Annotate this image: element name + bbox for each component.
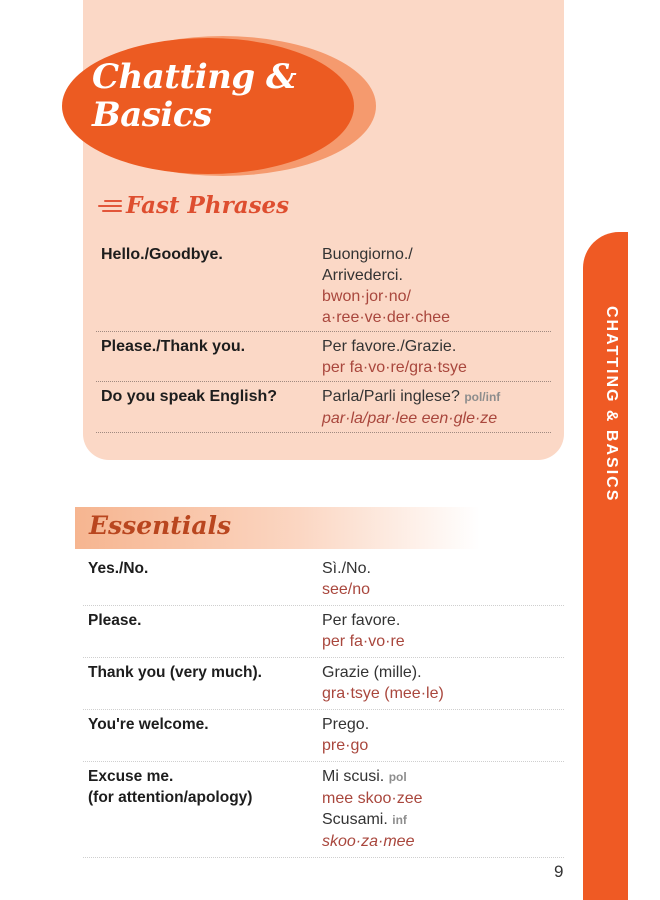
phrase-row	[83, 554, 564, 606]
english-phrase: You're welcome.	[88, 716, 209, 733]
english-phrase: Yes./No.	[88, 560, 149, 577]
italian-text: Per favore./Grazie.	[322, 338, 457, 355]
page-number: 9	[554, 862, 564, 881]
pronunciation: par·la/par·lee een·gle·ze	[322, 410, 498, 427]
italian-text-value: Parla/Parli inglese?	[322, 388, 460, 405]
pronunciation: see/no	[322, 581, 371, 598]
essentials-table	[83, 554, 564, 858]
phrase-row	[83, 710, 564, 762]
pronunciation: mee skoo·zee	[322, 790, 423, 807]
italian-translation	[322, 766, 564, 852]
english-phrase-line1: Excuse me.	[88, 768, 174, 785]
italian-text-value: Mi scusi.	[322, 768, 385, 785]
pronunciation: skoo·za·mee	[322, 833, 415, 850]
essentials-heading: Essentials	[89, 511, 232, 540]
phrase-row	[96, 332, 551, 382]
fast-phrases-header	[96, 192, 289, 219]
phrase-row	[83, 762, 564, 858]
register-tag: pol	[388, 770, 407, 784]
fast-phrases-table	[96, 240, 551, 433]
english-phrase: Do you speak English?	[101, 388, 278, 405]
phrase-row	[83, 606, 564, 658]
chapter-title	[92, 58, 342, 134]
english-phrase	[88, 766, 322, 852]
italian-text: Sì./No.	[322, 560, 371, 577]
essentials-header	[75, 507, 480, 549]
italian-translation	[322, 610, 564, 652]
italian-text: Buongiorno./	[322, 246, 413, 263]
english-phrase: Please.	[88, 612, 142, 629]
italian-translation	[322, 244, 551, 328]
italian-text	[322, 809, 564, 831]
italian-translation	[322, 558, 564, 600]
pronunciation: gra·tsye (mee·le)	[322, 685, 444, 702]
pronunciation: a·ree·ve·der·chee	[322, 309, 451, 326]
italian-text	[322, 766, 564, 788]
side-tab-label: CHATTING & BASICS	[603, 306, 620, 503]
english-phrase: Please./Thank you.	[101, 338, 246, 355]
italian-translation	[322, 714, 564, 756]
pronunciation: per fa·vo·re	[322, 633, 405, 650]
register-tag: pol/inf	[464, 390, 501, 404]
english-phrase: Thank you (very much).	[88, 664, 262, 681]
italian-text	[322, 386, 551, 408]
italian-translation	[322, 386, 551, 429]
italian-text: Grazie (mille).	[322, 664, 422, 681]
italian-translation	[322, 662, 564, 704]
english-phrase-line2: (for attention/apology)	[88, 789, 253, 806]
pronunciation: per fa·vo·re/gra·tsye	[322, 359, 467, 376]
italian-text: Arrivederci.	[322, 267, 403, 284]
chapter-title-line2: Basics	[92, 95, 212, 135]
phrase-row	[96, 240, 551, 332]
speed-lines-icon	[96, 200, 122, 212]
phrase-row	[83, 658, 564, 710]
pronunciation: bwon·jor·no/	[322, 288, 411, 305]
italian-text: Per favore.	[322, 612, 401, 629]
italian-translation	[322, 336, 551, 378]
italian-text-value: Scusami.	[322, 811, 388, 828]
register-tag: inf	[392, 813, 407, 827]
english-phrase: Hello./Goodbye.	[101, 246, 223, 263]
italian-text: Prego.	[322, 716, 370, 733]
chapter-title-line1: Chatting &	[92, 57, 297, 97]
fast-phrases-heading: Fast Phrases	[126, 192, 290, 219]
phrase-row	[96, 382, 551, 433]
pronunciation: pre·go	[322, 737, 369, 754]
